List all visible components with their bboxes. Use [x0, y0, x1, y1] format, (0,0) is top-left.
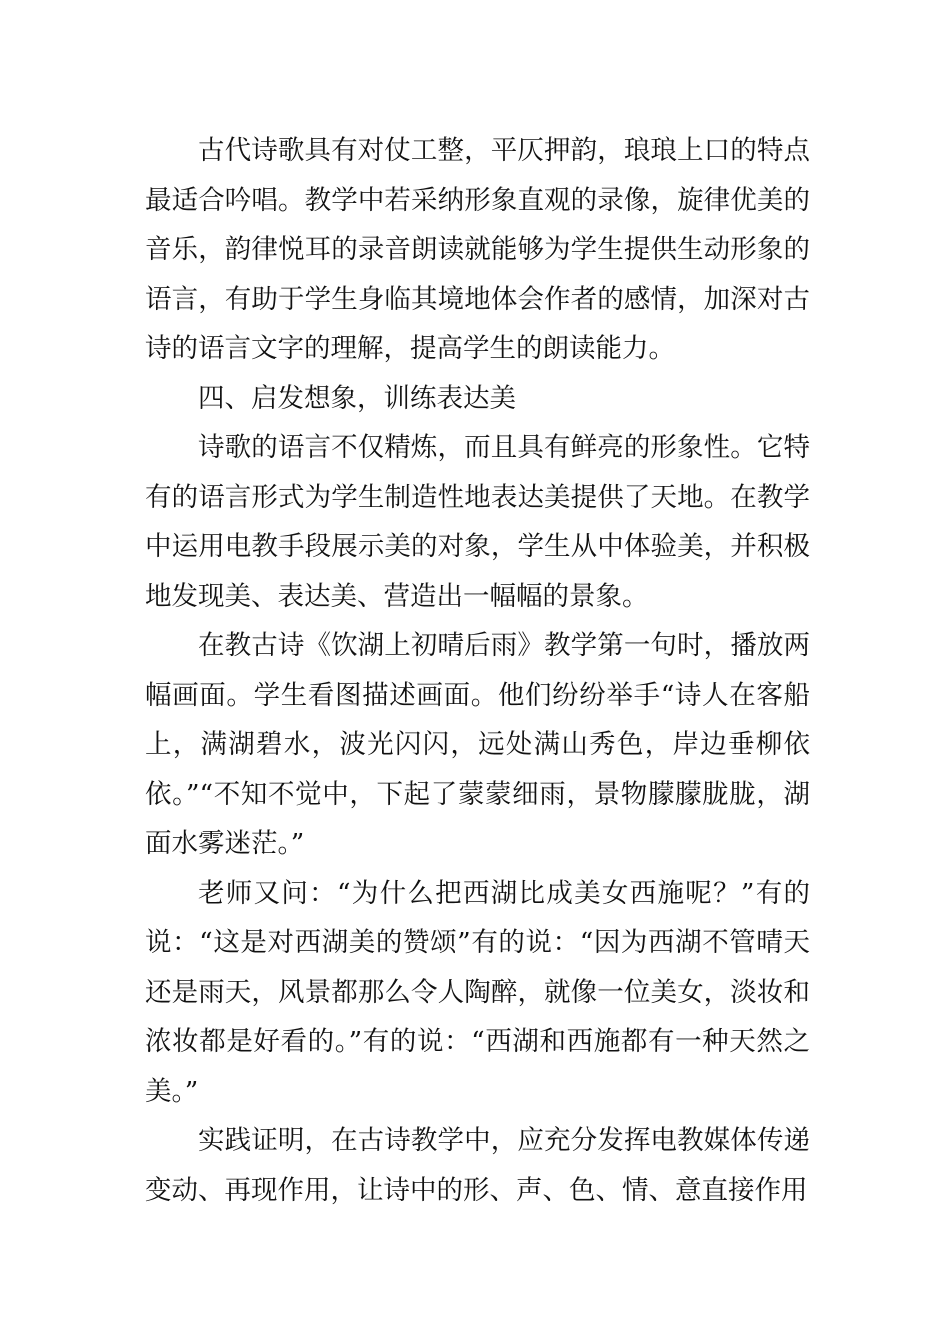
- paragraph-teaching-example: 在教古诗《饮湖上初晴后雨》教学第一句时，播放两幅画面。学生看图描述画面。他们纷纷举手“诗人在客船上，满湖碧水，波光闪闪，远处满山秀色，岸边垂柳依依。”“不知不觉中，下起了蒙蒙细雨，景物朦朦胧胧，湖面水雾迷茫。”: [145, 630, 810, 859]
- paragraph-practice-conclusion: 实践证明，在古诗教学中，应充分发挥电教媒体传递变动、再现作用，让诗中的形、声、色、情、意直接作用: [145, 1125, 810, 1206]
- paragraph-poetry-language: 诗歌的语言不仅精炼，而且具有鲜亮的形象性。它特有的语言形式为学生制造性地表达美提供了天地。在教学中运用电教手段展示美的对象，学生从中体验美，并积极地发现美、表达美、营造出一幅幅的景象。: [145, 432, 810, 612]
- document-body: [145, 126, 810, 1215]
- paragraph-teacher-question: 老师又问：“为什么把西湖比成美女西施呢？”有的说：“这是对西湖美的赞颂”有的说：“因为西湖不管晴天还是雨天，风景都那么令人陶醉，就像一位美女，淡妆和浓妆都是好看的。”有的说：“西湖和西施都有一种天然之美。”: [145, 877, 810, 1107]
- section-heading-imagination: 四、启发想象，训练表达美: [198, 382, 516, 414]
- paragraph-classical-poetry-features: 古代诗歌具有对仗工整，平仄押韵，琅琅上口的特点最适合吟唱。教学中若采纳形象直观的录像，旋律优美的音乐，韵律悦耳的录音朗读就能够为学生提供生动形象的语言，有助于学生身临其境地体会作者的感情，加深对古诗的语言文字的理解，提高学生的朗读能力。: [145, 135, 810, 364]
